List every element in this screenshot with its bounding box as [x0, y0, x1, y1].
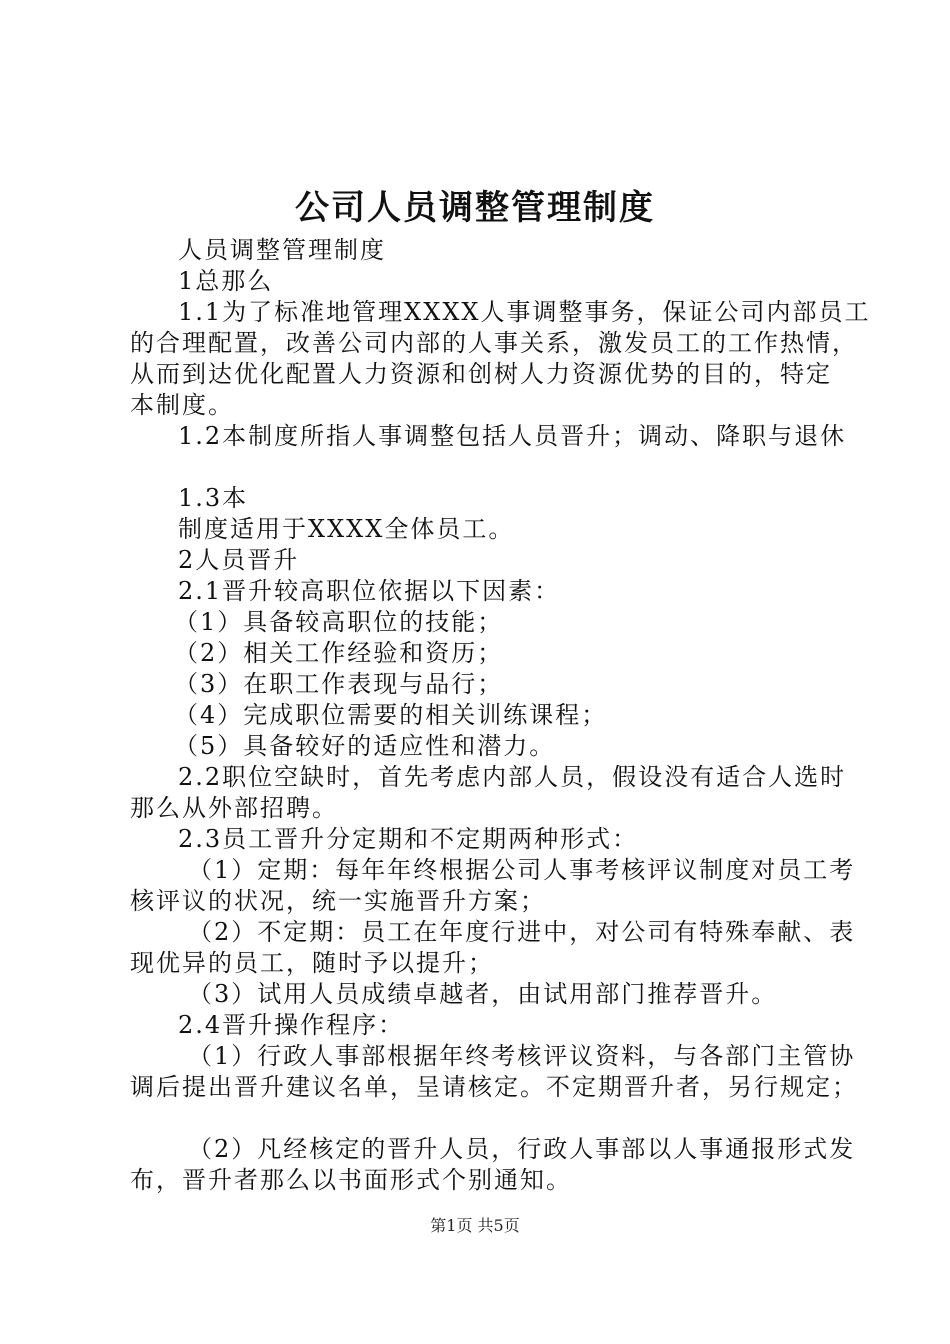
page-title: 公司人员调整管理制度: [295, 188, 655, 228]
paragraph-line: 现优异的员工，随时予以提升；: [130, 949, 494, 977]
list-item: （2）凡经核定的晋升人员，行政人事部以人事通报形式发: [188, 1135, 856, 1163]
list-item: （1）定期：每年年终根据公司人事考核评议制度对员工考: [188, 856, 856, 884]
paragraph-line: 那么从外部招聘。: [130, 794, 338, 822]
paragraph-line: 制度适用于XXXX全体员工。: [178, 515, 515, 543]
paragraph-line: 1.2本制度所指人事调整包括人员晋升；调动、降职与退休: [178, 422, 847, 450]
section-heading: 1总那么: [178, 267, 274, 295]
list-item: （3）试用人员成绩卓越者，由试用部门推荐晋升。: [188, 980, 778, 1008]
section-heading: 2人员晋升: [178, 546, 300, 574]
list-item: （5）具备较好的适应性和潜力。: [174, 732, 556, 760]
list-item: （3）在职工作表现与品行；: [174, 670, 504, 698]
paragraph-line: 核评议的状况，统一实施晋升方案；: [130, 887, 546, 915]
document-body: [130, 235, 871, 1196]
list-item: （1）具备较高职位的技能；: [174, 608, 504, 636]
paragraph-line: 从而到达优化配置人力资源和创树人力资源优势的目的，特定: [130, 360, 832, 388]
list-item: （1）行政人事部根据年终考核评议资料，与各部门主管协: [188, 1042, 856, 1070]
blank-line: [130, 1103, 840, 1134]
paragraph-line: 2.1晋升较高职位依据以下因素：: [178, 577, 561, 605]
paragraph-line: 1.3本: [178, 484, 249, 512]
blank-line: [130, 452, 840, 483]
page-footer: 第1页 共5页: [430, 1216, 520, 1235]
paragraph-line: 2.2职位空缺时，首先考虑内部人员，假设没有适合人选时: [178, 763, 847, 791]
list-item: （4）完成职位需要的相关训练课程；: [174, 701, 608, 729]
list-item: （2）不定期：员工在年度行进中，对公司有特殊奉献、表: [188, 918, 856, 946]
paragraph-line: 的合理配置，改善公司内部的人事关系，激发员工的工作热情，: [130, 329, 858, 357]
subtitle-line: 人员调整管理制度: [178, 236, 386, 264]
paragraph-line: 调后提出晋升建议名单，呈请核定。不定期晋升者，另行规定；: [130, 1073, 858, 1101]
paragraph-line: 1.1为了标准地管理XXXX人事调整事务，保证公司内部员工: [178, 298, 871, 326]
paragraph-line: 2.4晋升操作程序：: [178, 1011, 405, 1039]
paragraph-line: 本制度。: [130, 391, 234, 419]
paragraph-line: 布，晋升者那么以书面形式个别通知。: [130, 1166, 572, 1194]
paragraph-line: 2.3员工晋升分定期和不定期两种形式：: [178, 825, 639, 853]
list-item: （2）相关工作经验和资历；: [174, 639, 504, 667]
